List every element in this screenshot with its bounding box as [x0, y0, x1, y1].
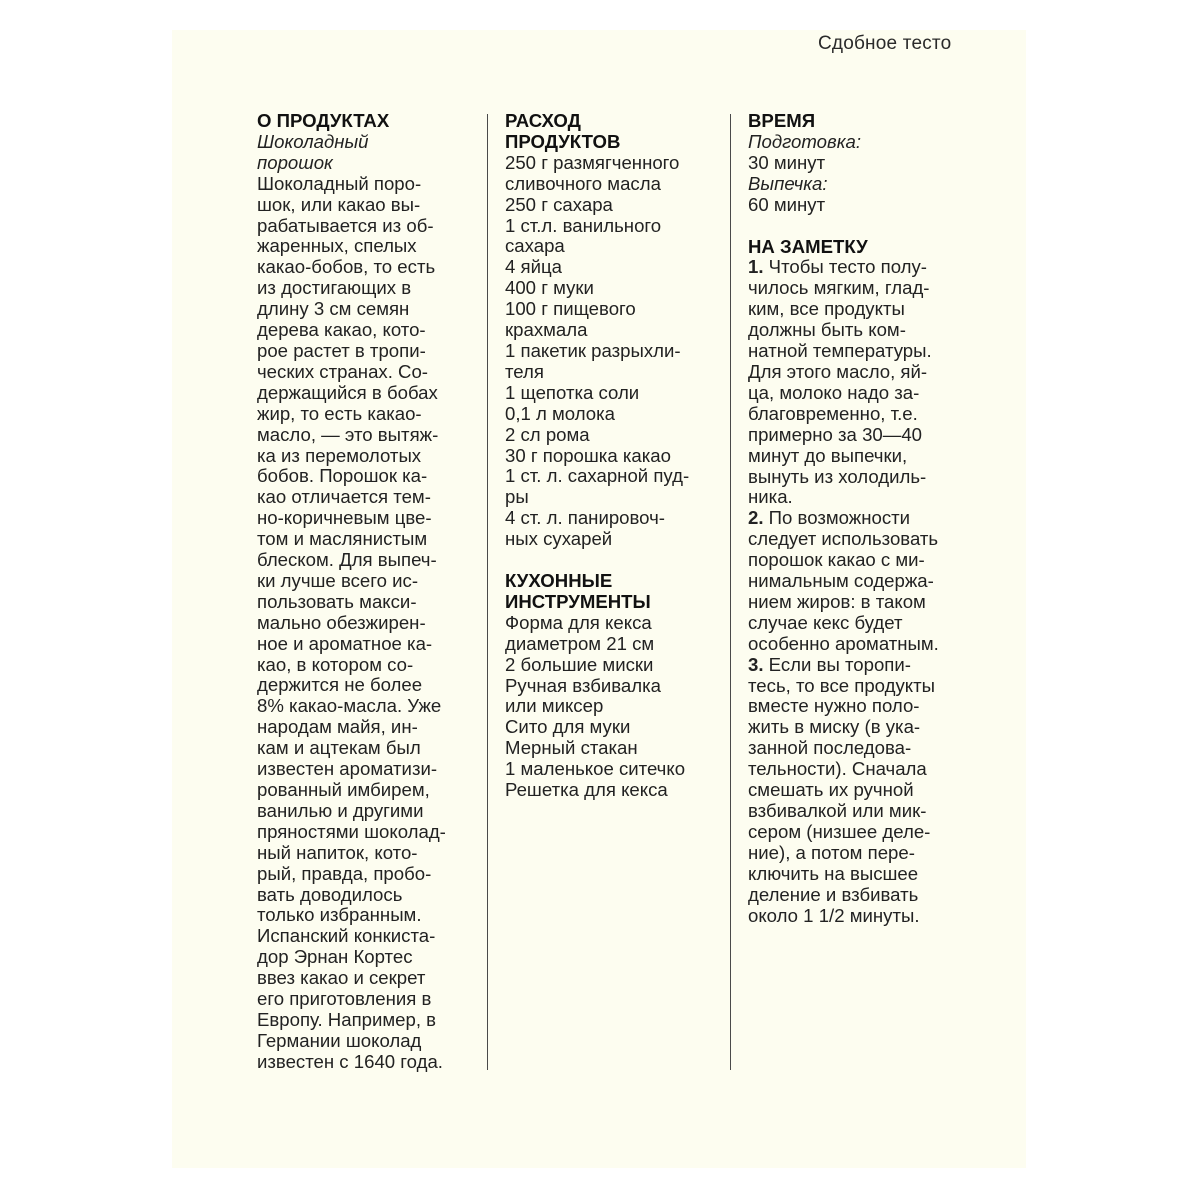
ingredient-line: 30 г порошка какао	[505, 444, 671, 466]
note-line: ключить на высшее	[748, 862, 919, 884]
ingredients-heading-line: РАСХОД	[505, 110, 581, 131]
ingredient-line: 0,1 л молока	[505, 402, 616, 424]
text-line: шок, или какао вы-	[257, 193, 421, 215]
text-line: Испанский конкиста-	[257, 925, 436, 947]
tools-heading-line: ИНСТРУМЕНТЫ	[505, 590, 651, 612]
note-line: около 1 1/2 минуты.	[748, 904, 920, 926]
text-line: ка из перемолотых	[257, 444, 422, 466]
tool-line: Форма для кекса	[505, 611, 652, 633]
text-line: мально обезжирен-	[257, 611, 426, 633]
text-line: том и маслянистым	[257, 528, 428, 550]
text-line: рованный имбирем,	[257, 779, 430, 800]
note-line: особенно ароматным.	[748, 632, 939, 654]
ingredient-line: 250 г размягченного	[505, 151, 680, 173]
text-line: Шоколадный поро-	[257, 172, 422, 194]
text-line: масло, — это вытяж-	[257, 423, 439, 445]
note-text: По возможности	[763, 507, 911, 529]
section-spacer	[505, 550, 720, 571]
ingredient-line: 1 пакетик разрыхли-	[505, 339, 681, 361]
text-line: рый, правда, пробо-	[257, 862, 432, 884]
note-line: сером (низшее деле-	[748, 820, 931, 842]
text-line: ванилью и другими	[257, 799, 424, 821]
note-line: нием жиров: в таком	[748, 590, 926, 612]
text-line: рое растет в тропи-	[257, 339, 426, 361]
ingredient-line: ных сухарей	[505, 528, 613, 550]
about-heading: О ПРОДУКТАХ	[257, 110, 390, 131]
text-line: као, в котором со-	[257, 653, 414, 675]
ingredient-line: 100 г пищевого	[505, 298, 636, 320]
text-line: вать доводилось	[257, 883, 403, 905]
section-spacer	[748, 216, 1008, 237]
text-line: но-коричневым цве-	[257, 507, 432, 529]
note-line: взбивалкой или мик-	[748, 800, 927, 821]
ingredient-line: 1 ст.л. ванильного	[505, 214, 662, 236]
note-3	[748, 655, 1008, 927]
note-2	[748, 508, 1008, 654]
text-line: жир, то есть какао-	[257, 402, 422, 424]
note-line: вынуть из холодиль-	[748, 465, 927, 487]
text-line: ческих странах. Со-	[257, 360, 429, 382]
text-line: дерева какао, кото-	[257, 319, 426, 341]
tool-line: 2 большие миски	[505, 653, 654, 675]
text-line: известен с 1640 года.	[257, 1050, 443, 1072]
text-line: пользовать макси-	[257, 590, 417, 612]
note-number: 2.	[748, 507, 764, 529]
prep-label: Подготовка:	[748, 130, 862, 152]
note-line: случае кекс будет	[748, 611, 903, 633]
ingredient-line: сахара	[505, 235, 565, 257]
bake-value: 60 минут	[748, 193, 826, 215]
text-line: ки лучше всего ис-	[257, 569, 419, 591]
ingredients-list	[505, 153, 720, 550]
ingredient-line: 4 ст. л. панировоч-	[505, 507, 665, 529]
note-line: Для этого масло, яй-	[748, 360, 928, 382]
text-line: ное и ароматное ка-	[257, 632, 433, 654]
note-first-line	[748, 508, 1008, 529]
bake-label: Выпечка:	[748, 172, 828, 194]
note-line: минут до выпечки,	[748, 444, 908, 466]
note-line: чилось мягким, глад-	[748, 277, 930, 299]
tool-line: диаметром 21 см	[505, 632, 655, 654]
text-line: рабатывается из об-	[257, 214, 434, 236]
note-text: Если вы торопи-	[763, 653, 911, 675]
note-line: ким, все продукты	[748, 298, 905, 320]
text-line: Германии шоколад	[257, 1029, 422, 1051]
tool-line: 1 маленькое ситечко	[505, 758, 686, 780]
tool-line: Решетка для кекса	[505, 779, 668, 801]
text-line: ввез какао и секрет	[257, 967, 426, 989]
ingredient-line: сливочного масла	[505, 172, 661, 194]
text-line: какао-бобов, то есть	[257, 256, 436, 278]
tools-heading-line: КУХОННЫЕ	[505, 570, 613, 592]
ingredients-column	[505, 111, 720, 801]
note-line: смешать их ручной	[748, 779, 914, 801]
note-first-line	[748, 257, 1008, 278]
note-number: 3.	[748, 653, 764, 675]
note-line: занной последова-	[748, 737, 912, 759]
about-body	[257, 174, 479, 1073]
column-divider	[730, 114, 731, 1070]
ingredient-line: 250 г сахара	[505, 193, 613, 215]
note-line: натной температуры.	[748, 340, 932, 362]
tool-line: или миксер	[505, 695, 604, 717]
note-1	[748, 257, 1008, 508]
prep-value: 30 минут	[748, 151, 826, 173]
time-heading: ВРЕМЯ	[748, 110, 816, 131]
tools-list	[505, 613, 720, 801]
ingredient-line: 1 ст. л. сахарной пуд-	[505, 465, 690, 487]
note-line: должны быть ком-	[748, 319, 906, 341]
note-line: следует использовать	[748, 528, 939, 550]
ingredient-line: 400 г муки	[505, 277, 594, 299]
ingredients-heading-line: ПРОДУКТОВ	[505, 130, 621, 152]
text-line: держится не более	[257, 674, 423, 696]
note-line: деление и взбивать	[748, 883, 919, 905]
running-header: Сдобное тесто	[818, 33, 952, 54]
tool-line: Сито для муки	[505, 716, 631, 738]
text-line: бобов. Порошок ка-	[257, 465, 428, 487]
ingredient-line: 4 яйца	[505, 256, 562, 278]
text-line: держащийся в бобах	[257, 381, 438, 403]
text-line: 8% какао-масла. Уже	[257, 695, 442, 717]
text-line: его приготовления в	[257, 988, 432, 1010]
ingredient-line: теля	[505, 360, 544, 382]
text-line: Европу. Например, в	[257, 1008, 437, 1030]
text-line: кам и ацтекам был	[257, 737, 421, 759]
about-subheading-line: порошок	[257, 151, 333, 173]
note-number: 1.	[748, 256, 764, 278]
note-line: жить в миску (в ука-	[748, 716, 921, 738]
note-text: Чтобы тесто полу-	[763, 256, 928, 278]
text-line: длину 3 см семян	[257, 298, 410, 320]
text-line: только избранным.	[257, 904, 422, 926]
note-first-line	[748, 655, 1008, 676]
about-subheading-line: Шоколадный	[257, 130, 369, 152]
text-line: дор Эрнан Кортес	[257, 946, 413, 968]
note-line: тесь, то все продукты	[748, 674, 935, 696]
ingredient-line: ры	[505, 486, 529, 508]
text-line: пряностями шоколад-	[257, 820, 446, 842]
text-line: жаренных, спелых	[257, 235, 417, 257]
notes-heading: НА ЗАМЕТКУ	[748, 235, 868, 257]
text-line: као отличается тем-	[257, 486, 431, 508]
note-line: нимальным содержа-	[748, 570, 934, 592]
note-line: вместе нужно поло-	[748, 695, 920, 717]
column-divider	[487, 114, 488, 1070]
note-line: порошок какао с ми-	[748, 549, 925, 571]
tool-line: Мерный стакан	[505, 737, 638, 759]
note-line: благовременно, т.е.	[748, 402, 918, 424]
note-line: тельности). Сначала	[748, 758, 927, 780]
ingredient-line: 2 сл рома	[505, 423, 590, 445]
note-line: примерно за 30—40	[748, 423, 923, 445]
note-line: ника.	[748, 486, 793, 508]
about-column	[257, 111, 479, 1073]
text-line: ный напиток, кото-	[257, 841, 418, 863]
text-line: из достигающих в	[257, 277, 412, 299]
text-line: известен ароматизи-	[257, 758, 438, 780]
text-line: блеском. Для выпеч-	[257, 549, 437, 571]
ingredient-line: 1 щепотка соли	[505, 381, 640, 403]
time-notes-column	[748, 111, 1008, 926]
ingredient-line: крахмала	[505, 319, 588, 341]
note-line: ца, молоко надо за-	[748, 381, 920, 403]
note-line: ние), а потом пере-	[748, 841, 915, 863]
text-line: народам майя, ин-	[257, 716, 418, 738]
tool-line: Ручная взбивалка	[505, 674, 661, 696]
